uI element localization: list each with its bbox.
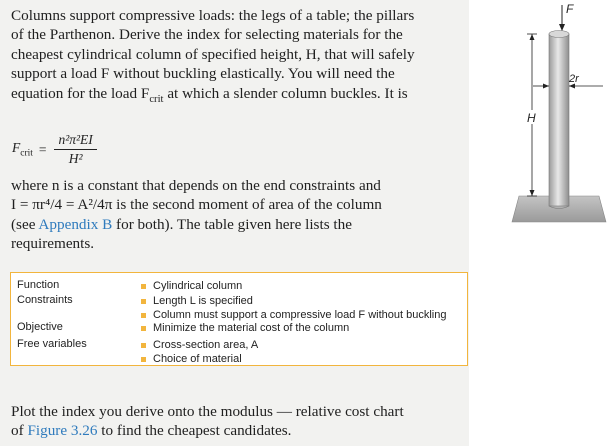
column-top: [549, 31, 569, 38]
row-value: Cylindrical column: [141, 279, 242, 293]
bullet-icon: [141, 343, 146, 348]
row-value: Choice of material: [141, 352, 258, 366]
column-figure: [505, 0, 607, 235]
intro-paragraph: Columns support compressive loads: the legs of a table; the pillars of the Parthenon. Derive the index for selecting materials for the cheapest cylindrical column of specified height, H, that will safely support a load F without buckling elastically. You will need the equation for the load $F_{crit}$ at which a slender column buckles. It is: [11, 7, 415, 105]
explanation-paragraph: where n is a constant that depends on the end constraints and I = πr⁴/4 = A²/4π is the second moment of area of the column (see Appendix B for both). The table given here lists the requirements.: [11, 177, 382, 253]
bullet-icon: [141, 299, 146, 304]
buckling-formula: [12, 132, 97, 167]
formula-equals: =: [38, 141, 47, 157]
row-value: Cross-section area, A: [141, 338, 258, 352]
column-body: [549, 34, 569, 206]
figure-3-26-link[interactable]: Figure 3.26: [27, 422, 98, 440]
row-label: Objective: [17, 321, 63, 333]
formula-fraction: [54, 132, 96, 167]
bullet-icon: [141, 284, 146, 289]
row-value: Length L is specified: [141, 294, 446, 308]
row-label: Function: [17, 279, 60, 291]
bullet-icon: [141, 357, 146, 362]
diameter-label: 2r: [569, 73, 579, 85]
formula-denominator: H²: [68, 151, 83, 166]
bullet-icon: [141, 326, 146, 331]
appendix-b-link[interactable]: Appendix B: [38, 215, 113, 233]
requirements-table: [10, 272, 468, 366]
row-label: Constraints: [17, 294, 73, 306]
row-value: Minimize the material cost of the column: [141, 321, 349, 335]
row-label: Free variables: [17, 338, 87, 350]
force-label: F: [566, 2, 574, 16]
formula-numerator: n²π²EI: [54, 132, 96, 150]
height-label: H: [527, 111, 536, 125]
row-value: Column must support a compressive load F without buckling: [141, 308, 446, 322]
formula-lhs: $F_{crit}$: [12, 140, 33, 159]
closing-paragraph: Plot the index you derive onto the modulus — relative cost chart of Figure 3.26 to find the cheapest candidates.: [11, 403, 404, 440]
bullet-icon: [141, 313, 146, 318]
